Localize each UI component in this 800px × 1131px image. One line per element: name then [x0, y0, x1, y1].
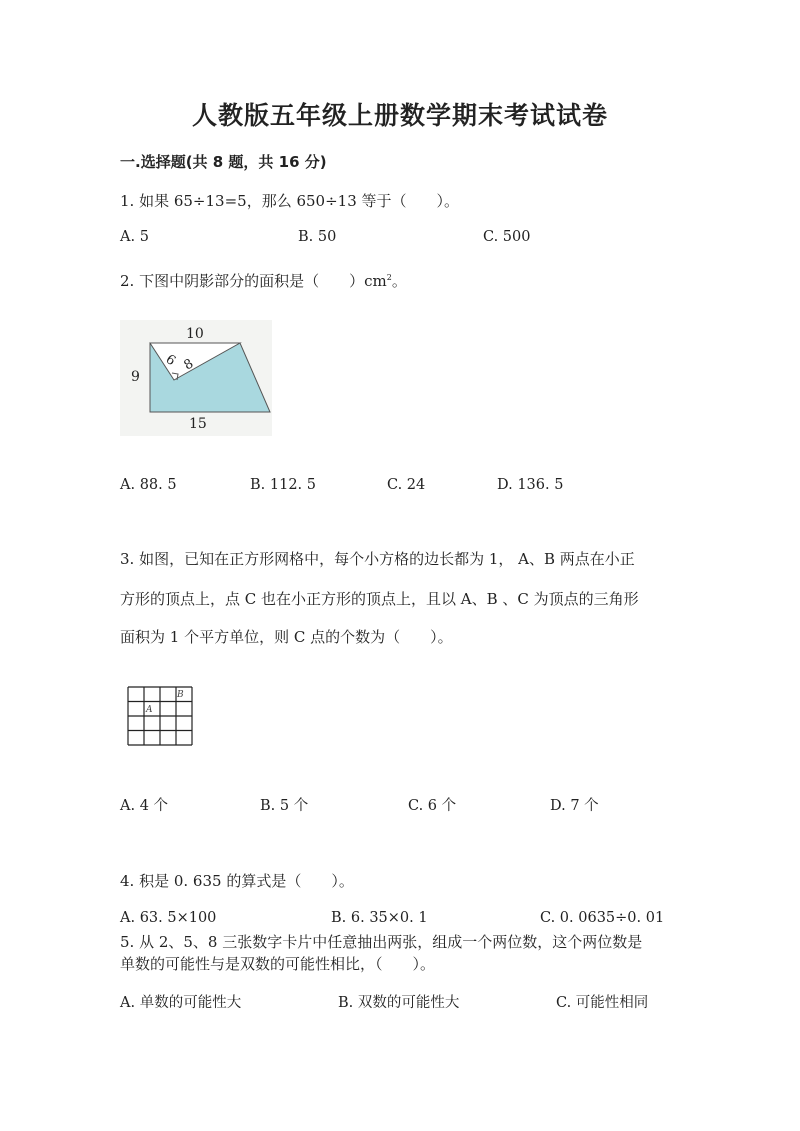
question-3-line-3: 面积为 1 个平方单位，则 C 点的个数为（ ）。	[120, 628, 453, 646]
question-5-line-2: 单数的可能性与是双数的可能性相比，（ ）。	[120, 955, 436, 973]
question-4-option-b: B. 6. 35×0. 1	[331, 910, 428, 926]
question-4-stem: 4. 积是 0. 635 的算式是（ ）。	[120, 872, 354, 890]
question-2-option-b: B. 112. 5	[250, 477, 316, 493]
question-3-option-d: D. 7 个	[550, 798, 599, 814]
question-4-option-a: A. 63. 5×100	[120, 910, 217, 926]
question-4-option-c: C. 0. 0635÷0. 01	[540, 910, 665, 926]
question-2-stem	[120, 270, 407, 291]
question-2-option-c: C. 24	[387, 477, 426, 493]
question-2-unit-exponent: 2	[386, 273, 392, 282]
question-2-figure	[120, 320, 272, 436]
question-3-option-b: B. 5 个	[260, 798, 309, 814]
point-a-label: A	[146, 705, 153, 715]
leg-6-label: 6	[162, 351, 179, 370]
question-3-grid-figure	[126, 685, 194, 747]
leg-8-label: 8	[181, 356, 197, 374]
question-3-line-2: 方形的顶点上，点 C 也在小正方形的顶点上，且以 A、B 、C 为顶点的三角形	[120, 590, 639, 608]
point-b-label: B	[177, 690, 184, 700]
question-5-line-1: 5. 从 2、5、8 三张数字卡片中任意抽出两张，组成一个两位数，这个两位数是	[120, 933, 643, 951]
section-heading: 一.选择题(共 8 题，共 16 分)	[120, 153, 327, 171]
question-5-option-b: B. 双数的可能性大	[338, 995, 460, 1011]
top-side-label: 10	[186, 326, 204, 342]
question-3-option-c: C. 6 个	[408, 798, 457, 814]
question-1-option-a: A. 5	[120, 229, 149, 245]
question-2-option-d: D. 136. 5	[497, 477, 564, 493]
left-side-label: 9	[131, 369, 140, 385]
question-3-line-1: 3. 如图，已知在正方形网格中，每个小方格的边长都为 1， A、B 两点在小正	[120, 550, 635, 568]
question-3-option-a: A. 4 个	[120, 798, 169, 814]
page-title: 人教版五年级上册数学期末考试试卷	[191, 101, 608, 130]
question-5-option-c: C. 可能性相同	[556, 995, 649, 1011]
bottom-side-label: 15	[189, 416, 207, 432]
question-1-option-c: C. 500	[483, 229, 531, 245]
question-2-stem-text: 2. 下图中阴影部分的面积是（ ）cm	[120, 272, 387, 290]
question-5-option-a: A. 单数的可能性大	[120, 995, 242, 1011]
question-1-option-b: B. 50	[298, 229, 337, 245]
question-2-option-a: A. 88. 5	[120, 477, 177, 493]
question-2-stem-end: 。	[391, 272, 407, 290]
question-1-stem: 1. 如果 65÷13=5，那么 650÷13 等于（ ）。	[120, 192, 460, 210]
